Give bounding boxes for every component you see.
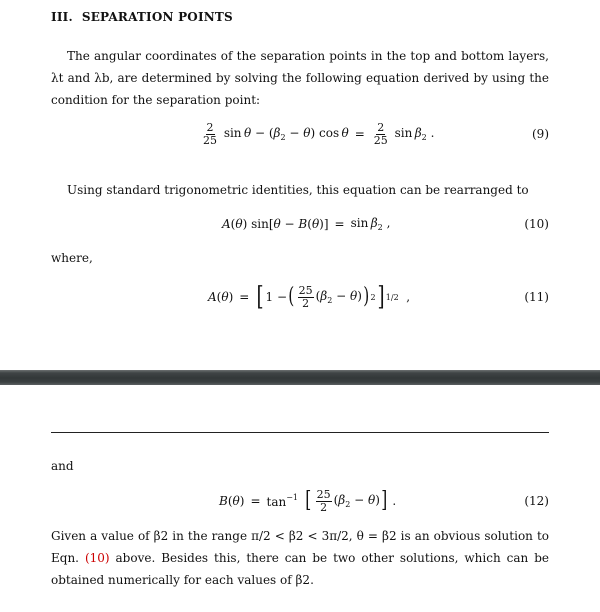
paragraph-solutions-part2: above. Besides this, there can be two other solutions, which can be obtained numerically for each values of β2. [51, 551, 549, 587]
section-heading [51, 10, 233, 24]
section-number: III. [51, 10, 73, 24]
equation-12-body: B(θ) = $\tan^{-1}$ [ $\frac{25}{2}$ $(\beta_2 - \theta)$ ] . [219, 487, 397, 514]
paragraph-intro: The angular coordinates of the separation points in the top and bottom layers, λt and λb, are determined by solving the following equation derived by using the condition for the separation point: [51, 49, 549, 107]
text-and: and [51, 459, 74, 473]
equation-11-number: (11) [524, 290, 549, 304]
equation-11 [51, 280, 549, 314]
section-title: SEPARATION POINTS [81, 10, 233, 24]
paragraph-rearranged: Using standard trigonometric identities, this equation can be rearranged to [67, 183, 529, 197]
top-rule [51, 432, 549, 433]
equation-reference-link[interactable]: (10) [84, 551, 110, 565]
equation-9 [51, 119, 549, 149]
page-gutter [0, 370, 600, 385]
equation-12-number: (12) [524, 494, 549, 508]
equation-11-body: A(θ) = [ 1 − ( $\frac{25}{2}$ $(\beta_2 - \theta)$ ) 2 ] 1/2 , [208, 282, 411, 312]
paragraph-solutions [51, 525, 549, 591]
equation-10 [51, 209, 549, 239]
equation-9-number: (9) [532, 127, 549, 141]
equation-12 [51, 486, 549, 516]
equation-10-number: (10) [524, 217, 549, 231]
page-bottom [0, 385, 600, 612]
paragraph-solutions-part1: Given a value of β2 in the range π/2 < β2 < 3π/2, θ = β2 is an obvious solution to Eqn. [51, 529, 549, 565]
equation-9-body: $\frac{2}{25}$ $\sin \theta - (\beta_2 - \theta)$ cos θ = $\frac{2}{25}$ $\sin \beta_2$ . [203, 120, 435, 147]
equation-10-body: A(θ) sin[θ − B(θ)] = $\sin \beta_2$ , [222, 216, 391, 232]
text-where: where, [51, 251, 93, 265]
